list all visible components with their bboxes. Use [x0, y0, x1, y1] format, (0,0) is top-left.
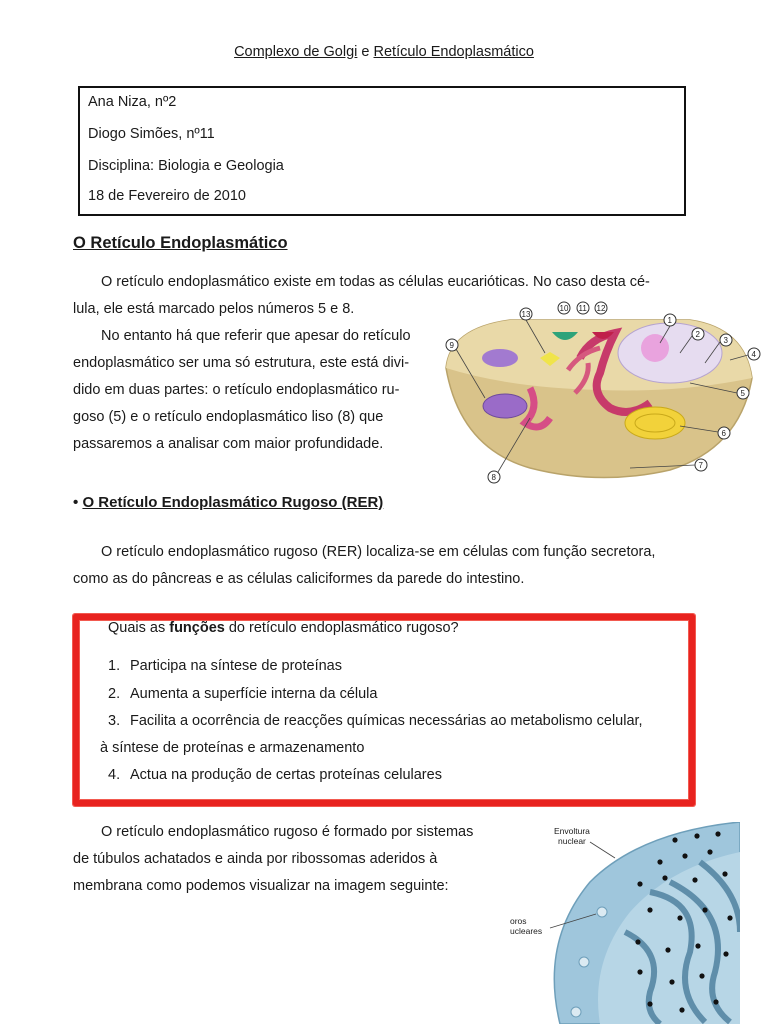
rer-illustration: [500, 822, 740, 1024]
functions-question: [108, 620, 459, 636]
nucleus: [618, 323, 722, 383]
label-nuclear: nuclear: [558, 836, 586, 846]
author-2: Diogo Simões, nº11: [88, 126, 215, 142]
function-text: Participa na síntese de proteínas: [130, 658, 342, 674]
svg-text:8: 8: [491, 473, 496, 482]
svg-text:1: 1: [667, 316, 672, 325]
animal-cell-illustration: [440, 298, 762, 488]
svg-text:2: 2: [695, 330, 700, 339]
structure-paragraph-line-3: membrana como podemos visualizar na imagem seguinte:: [73, 878, 449, 894]
heading-bullet: •: [73, 494, 79, 511]
structure-paragraph-line-2: de túbulos achatados e ainda por ribossomas aderidos à: [73, 851, 438, 867]
svg-text:6: 6: [721, 429, 726, 438]
title-part-reticulo: Retículo Endoplasmático: [373, 44, 534, 60]
svg-text:4: 4: [751, 350, 756, 359]
title-separator: e: [357, 44, 374, 60]
label-oros: oros: [510, 916, 527, 926]
paragraph-2-line-4: goso (5) e o retículo endoplasmático liso (8) que: [73, 409, 384, 425]
paragraph-2-line-2: endoplasmático ser uma só estrutura, este está divi-: [73, 355, 410, 371]
section-heading-re: O Retículo Endoplasmático: [73, 234, 288, 252]
function-text: Facilita a ocorrência de reacções químicas necessárias ao metabolismo celular,: [130, 713, 643, 729]
label-ucleares: ucleares: [510, 926, 543, 936]
nucleolus: [641, 334, 669, 362]
paragraph-1-line-2: lula, ele está marcado pelos números 5 e 8.: [73, 301, 355, 317]
function-text: à síntese de proteínas e armazenamento: [100, 740, 365, 756]
svg-text:12: 12: [596, 304, 606, 313]
paragraph-1-line-1: O retículo endoplasmático existe em todas as células eucarióticas. No caso desta cé-: [101, 274, 650, 290]
function-num: 4.: [108, 767, 121, 783]
title-part-golgi: Complexo de Golgi: [234, 44, 358, 60]
label-envoltura: Envoltura: [554, 826, 590, 836]
svg-text:13: 13: [521, 310, 531, 319]
function-item-1: [108, 658, 342, 674]
question-before: Quais as: [108, 620, 170, 636]
function-item-3: [108, 713, 643, 729]
discipline: Disciplina: Biologia e Geologia: [88, 158, 284, 174]
function-item-3-continued: [100, 740, 364, 756]
function-item-2: [108, 686, 377, 702]
date: 18 de Fevereiro de 2010: [88, 188, 246, 204]
svg-text:9: 9: [449, 341, 454, 350]
heading-rer-text: O Retículo Endoplasmático Rugoso (RER): [82, 494, 384, 511]
author-1: Ana Niza, nº2: [88, 94, 177, 110]
paragraph-2-line-1: No entanto há que referir que apesar do retículo: [101, 328, 411, 344]
author-info-box: [78, 86, 686, 216]
function-num: 3.: [108, 713, 121, 729]
question-bold: funções: [169, 620, 225, 636]
rer-paragraph-line-1: O retículo endoplasmático rugoso (RER) localiza-se em células com função secretora,: [101, 544, 656, 560]
function-num: 2.: [108, 686, 121, 702]
svg-text:3: 3: [723, 336, 728, 345]
structure-paragraph-line-1: O retículo endoplasmático rugoso é formado por sistemas: [101, 824, 474, 840]
svg-text:7: 7: [698, 461, 703, 470]
document-title: [0, 44, 768, 60]
svg-text:11: 11: [578, 304, 587, 313]
mitochondrion-2: [482, 349, 518, 367]
golgi-apparatus: [625, 407, 685, 439]
function-num: 1.: [108, 658, 121, 674]
paragraph-2-line-5: passaremos a analisar com maior profundidade.: [73, 436, 384, 452]
paragraph-2-line-3: dido em duas partes: o retículo endoplasmático ru-: [73, 382, 400, 398]
svg-text:5: 5: [740, 389, 745, 398]
function-text: Aumenta a superfície interna da célula: [130, 686, 378, 702]
function-text: Actua na produção de certas proteínas celulares: [130, 767, 442, 783]
section-heading-rer: [73, 494, 383, 511]
rer-paragraph-line-2: como as do pâncreas e as células caliciformes da parede do intestino.: [73, 571, 525, 587]
mitochondrion-1: [483, 394, 527, 418]
function-item-4: [108, 767, 442, 783]
question-after: do retículo endoplasmático rugoso?: [224, 620, 459, 636]
svg-text:10: 10: [559, 304, 569, 313]
